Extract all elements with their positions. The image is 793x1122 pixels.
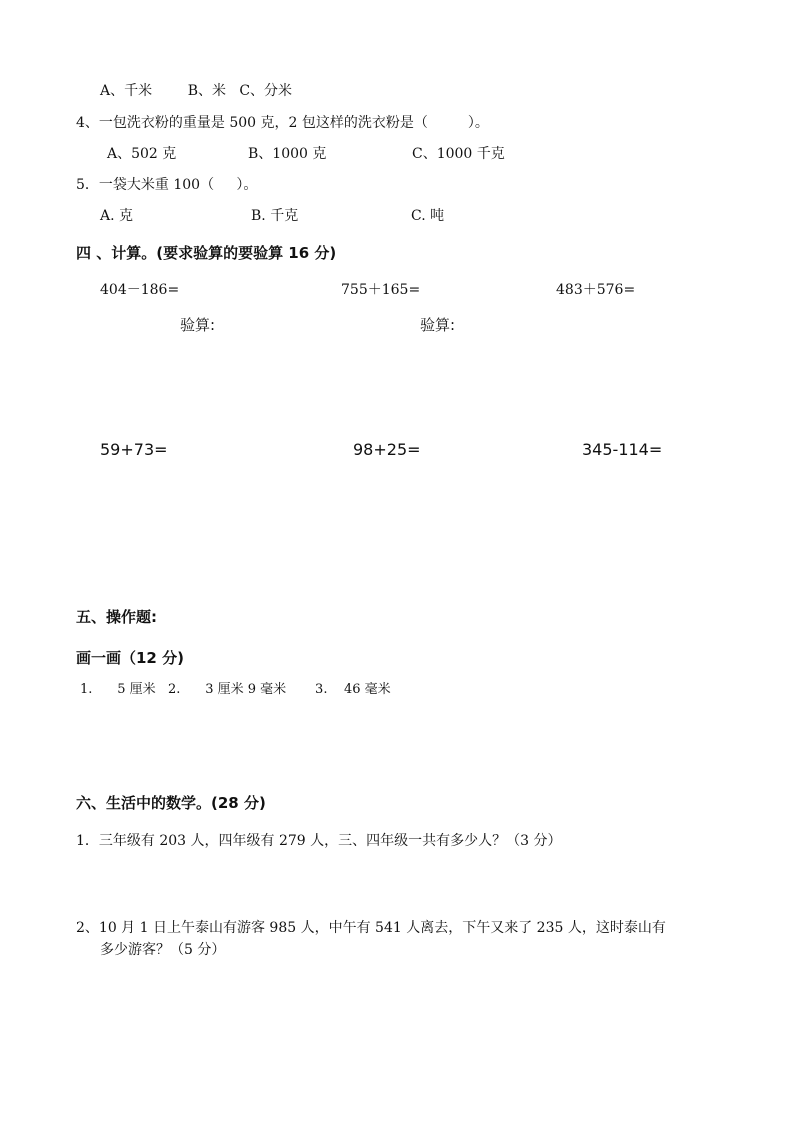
word-problem-1: 1．三年级有 203 人，四年级有 279 人，三、四年级一共有多少人？（3 分） (76, 833, 562, 849)
q5-option-c: C. 吨 (411, 208, 445, 224)
expr-98-25: 98+25= (353, 440, 421, 459)
q4-option-b: B、1000 克 (248, 146, 327, 162)
q4-option-a: A、502 克 (107, 146, 177, 162)
draw-items: 1. 5 厘米 2. 3 厘米 9 毫米 3. 46 毫米 (80, 682, 391, 697)
section5-subtitle: 画一画（12 分) (76, 649, 184, 667)
q5-stem: 5．一袋大米重 100（ ）。 (76, 177, 258, 193)
section6-title: 六、生活中的数学。(28 分) (76, 794, 266, 812)
expr-755-165: 755＋165= (341, 282, 421, 298)
q4-option-c: C、1000 千克 (412, 146, 505, 162)
q5-option-b: B. 千克 (251, 208, 299, 224)
expr-483-576: 483＋576= (556, 282, 636, 298)
word-problem-2-line2: 多少游客？（5 分） (100, 942, 226, 958)
expr-345-114: 345-114= (582, 440, 663, 459)
expr-59-73: 59+73= (100, 440, 168, 459)
expr-404-186: 404－186= (100, 282, 180, 298)
check-label-2: 验算: (420, 316, 456, 334)
word-problem-2-line1: 2、10 月 1 日上午泰山有游客 985 人，中午有 541 人离去，下午又来了 235 人，这时泰山有 (76, 920, 666, 936)
q3-options: A、千米 B、米 C、分米 (100, 83, 293, 99)
q4-stem: 4、一包洗衣粉的重量是 500 克，2 包这样的洗衣粉是（ ）。 (76, 115, 489, 131)
check-label-1: 验算: (180, 316, 216, 334)
section4-title: 四 、计算。(要求验算的要验算 16 分) (76, 244, 337, 262)
q5-option-a: A. 克 (100, 208, 134, 224)
section5-title: 五、操作题: (76, 608, 157, 626)
